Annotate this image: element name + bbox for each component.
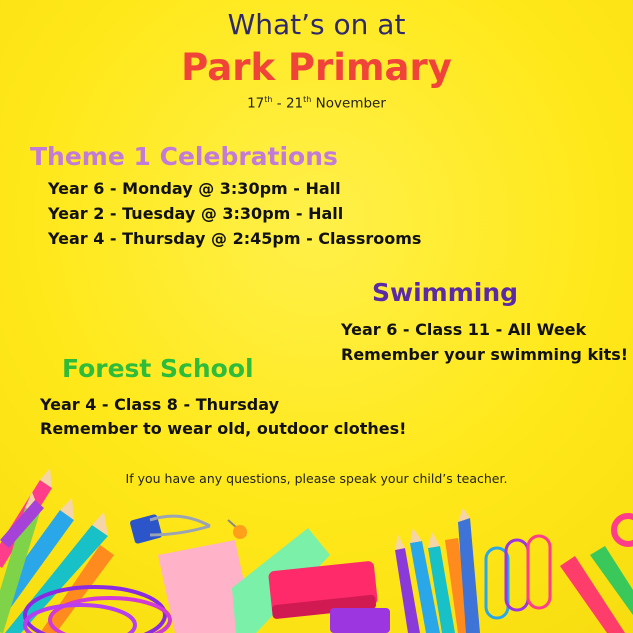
heading-whats-on: What’s on at bbox=[227, 8, 406, 41]
theme-celebrations-title: Theme 1 Celebrations bbox=[30, 142, 338, 171]
theme-line-1: Year 6 - Monday @ 3:30pm - Hall bbox=[48, 179, 341, 198]
paper-clip-icon bbox=[486, 536, 550, 618]
eraser-icon bbox=[268, 561, 390, 633]
footer-note: If you have any questions, please speak your child’s teacher. bbox=[125, 471, 508, 486]
forest-line-2: Remember to wear old, outdoor clothes! bbox=[40, 419, 407, 438]
swimming-line-2: Remember your swimming kits! bbox=[341, 345, 629, 364]
end-suffix: th bbox=[303, 95, 312, 104]
forest-line-1: Year 4 - Class 8 - Thursday bbox=[40, 395, 279, 414]
theme-line-2: Year 2 - Tuesday @ 3:30pm - Hall bbox=[48, 204, 344, 223]
swimming-title: Swimming bbox=[372, 278, 519, 307]
date-separator: - bbox=[272, 95, 286, 112]
swimming-line-1: Year 6 - Class 11 - All Week bbox=[341, 320, 587, 339]
end-day: 21 bbox=[285, 95, 304, 112]
school-name: Park Primary bbox=[181, 46, 452, 89]
pencil-icon bbox=[395, 508, 480, 633]
start-suffix: th bbox=[264, 95, 273, 104]
start-day: 17 bbox=[247, 95, 265, 112]
binder-clip-icon bbox=[129, 514, 210, 544]
forest-school-title: Forest School bbox=[62, 354, 254, 383]
theme-line-3: Year 4 - Thursday @ 2:45pm - Classrooms bbox=[48, 229, 422, 248]
month: November bbox=[311, 95, 386, 112]
marker-icon bbox=[560, 516, 633, 633]
